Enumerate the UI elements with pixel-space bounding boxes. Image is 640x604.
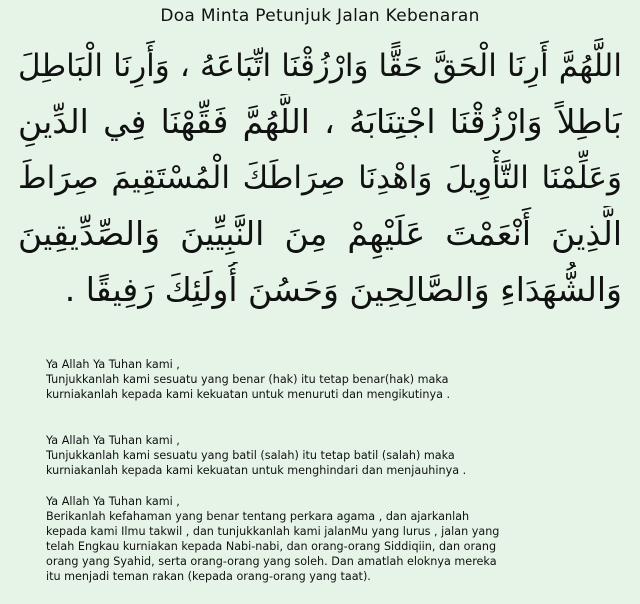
- paragraph-line: Ya Allah Ya Tuhan kami ,: [46, 358, 180, 371]
- arabic-line-2: بَاطِلاً وَارْزُقْنَا اجْتِنَابَهُ ، اللَّهُمَّ فَقِّهْنَا فِي الدِّينِ: [18, 102, 622, 141]
- arabic-line-3: وَعَلِّمْنَا التَّأْوِيلَ وَاهْدِنَا صِرَاطَكَ الْمُسْتَقِيمَ صِرَاطَ: [18, 160, 622, 196]
- arabic-line-1: اللَّهُمَّ أَرِنَا الْحَقَّ حَقًّا وَارْزُقْنَا اتِّبَاعَهُ ، وَأَرِنَا الْبَاطِلَ: [18, 48, 622, 84]
- paragraph-line: itu menjadi teman rakan (kepada orang-orang yang taat).: [46, 570, 371, 583]
- paragraph-line: Tunjukkanlah kami sesuatu yang batil (salah) itu tetap batil (salah) maka: [46, 449, 455, 462]
- arabic-line-4: الَّذِينَ أَنْعَمْتَ عَلَيْهِمْ مِنَ النَّبِيِّينَ وَالصِّدِّيقِينَ: [18, 214, 622, 253]
- paragraph-line: kepada kami Ilmu takwil , dan tunjukkanlah kami jalanMu yang lurus , jalan yang: [46, 525, 500, 538]
- paragraph-line: telah Engkau kurniakan kepada Nabi-nabi, dan orang-orang Siddiqiin, dan orang: [46, 540, 497, 553]
- arabic-line-5: وَالشُّهَدَاءِ وَالصَّالِحِينَ وَحَسُنَ أُولَئِكَ رَفِيقًا .: [64, 270, 622, 309]
- translation-paragraph-1: [46, 357, 626, 402]
- translation-paragraph-3: [46, 494, 626, 584]
- paragraph-line: Tunjukkanlah kami sesuatu yang benar (hak) itu tetap benar(hak) maka: [46, 373, 449, 386]
- translation-paragraph-2: [46, 433, 626, 478]
- paragraph-line: kurniakanlah kepada kami kekuatan untuk menuruti dan mengikutinya .: [46, 388, 451, 401]
- paragraph-line: orang yang Syahid, serta orang-orang yang soleh. Dan amatlah eloknya mereka: [46, 555, 497, 568]
- paragraph-line: Ya Allah Ya Tuhan kami ,: [46, 495, 180, 508]
- paragraph-line: Berikanlah kefahaman yang benar tentang perkara agama , dan ajarkanlah: [46, 510, 470, 523]
- paragraph-line: kurniakanlah kepada kami kekuatan untuk menghindari dan menjauhinya .: [46, 464, 467, 477]
- page-title: Doa Minta Petunjuk Jalan Kebenaran: [160, 6, 480, 26]
- paragraph-line: Ya Allah Ya Tuhan kami ,: [46, 434, 180, 447]
- arabic-prayer-text: [18, 38, 622, 318]
